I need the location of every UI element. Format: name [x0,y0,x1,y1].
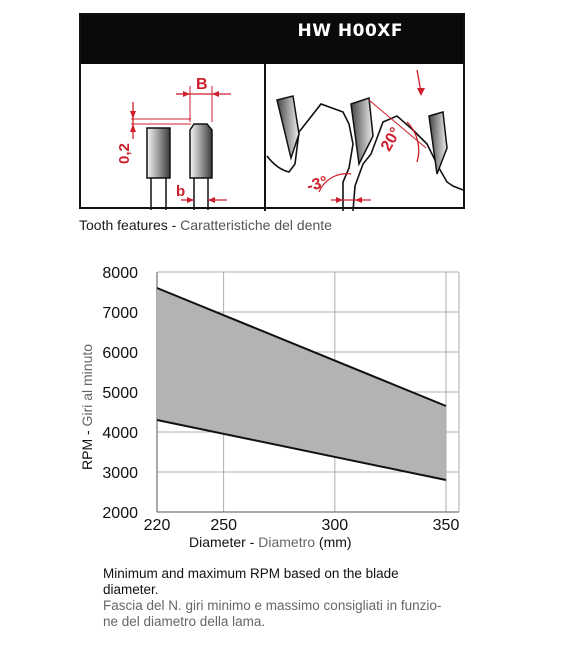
y-axis-title: RPM - Giri al minuto [79,343,95,470]
note-en-1: Minimum and maximum RPM based on the blade [103,566,399,581]
y-tick-label: 8000 [102,265,138,282]
product-code: HW H00XF [297,21,403,41]
y-tick-labels [102,265,138,522]
label-b: b [176,183,186,200]
label-angle-20: 20° [377,124,405,155]
note-en-2: diameter. [103,582,159,597]
label-angle-3: -3° [305,173,330,196]
caption-en: Tooth features - [79,217,181,233]
note-it-1: Fascia del N. giri minimo e massimo consigliati in funzio- [103,598,442,613]
y-tick-label: 6000 [102,345,138,362]
x-axis-title: Diameter - Diametro (mm) [189,534,352,550]
label-clearance: 0,2 [116,143,133,164]
y-tick-label: 4000 [102,425,138,442]
label-B: B [196,76,208,93]
chart-note [103,566,483,630]
y-tick-label: 5000 [102,385,138,402]
x-tick-label: 350 [432,517,460,534]
x-tick-label: 300 [321,517,349,534]
x-tick-label: 250 [210,517,238,534]
x-tick-label: 220 [143,517,171,534]
note-it-2: ne del diametro della lama. [103,614,266,629]
caption-it: Caratteristiche del dente [180,217,332,233]
x-tick-labels [144,517,460,534]
y-tick-label: 2000 [102,505,138,522]
rpm-band [157,288,446,480]
y-tick-label: 3000 [102,465,138,482]
y-tick-label: 7000 [102,305,138,322]
